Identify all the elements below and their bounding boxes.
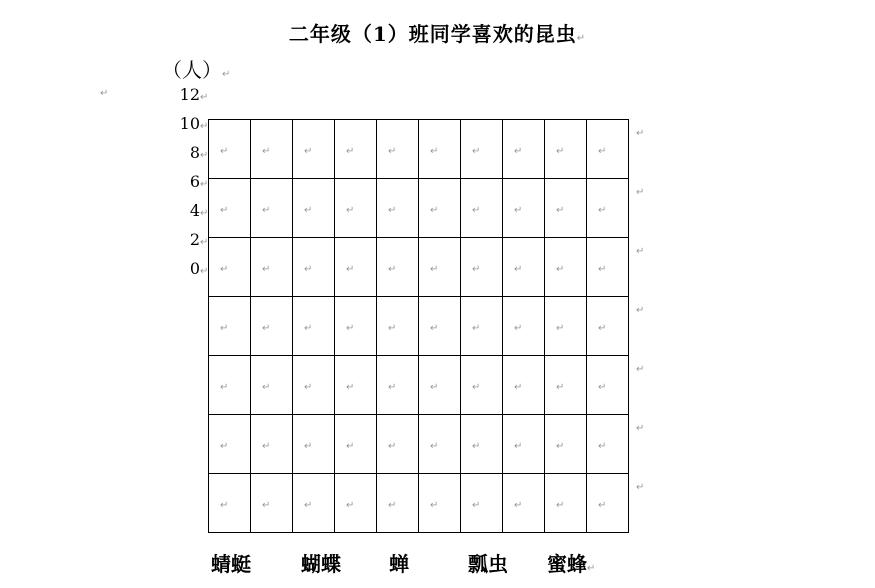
grid-cell[interactable] [545,120,587,179]
paragraph-mark-icon: ↵ [388,264,397,275]
grid-cell[interactable] [293,120,335,179]
grid-cell[interactable] [335,238,377,297]
grid-cell[interactable] [251,297,293,356]
grid-cell[interactable] [503,297,545,356]
grid-cell[interactable] [461,120,503,179]
grid-cell[interactable] [587,238,629,297]
grid-cell[interactable] [209,238,251,297]
paragraph-mark-icon: ↵ [514,382,523,393]
paragraph-mark-icon: ↵ [200,179,209,190]
paragraph-mark-icon: ↵ [346,323,355,334]
bar-chart-grid [208,119,629,533]
paragraph-mark-icon: ↵ [472,323,481,334]
grid-cell[interactable] [545,356,587,415]
paragraph-mark-icon: ↵ [200,92,209,103]
paragraph-mark-icon: ↵ [556,205,565,216]
grid-cell[interactable] [293,179,335,238]
grid-cell[interactable] [419,415,461,474]
paragraph-mark-icon: ↵ [346,264,355,275]
x-axis-label: 蝉 [389,552,409,576]
paragraph-mark-icon: ↵ [304,146,313,157]
paragraph-mark-icon: ↵ [514,441,523,452]
grid-cell[interactable] [587,297,629,356]
grid-cell[interactable] [503,415,545,474]
paragraph-mark-icon: ↵ [100,88,109,99]
paragraph-mark-icon: ↵ [200,121,209,132]
grid-cell[interactable] [461,356,503,415]
paragraph-mark-icon: ↵ [304,382,313,393]
grid-cell[interactable] [503,356,545,415]
paragraph-mark-icon: ↵ [304,264,313,275]
paragraph-mark-icon: ↵ [514,146,523,157]
grid-cell[interactable] [545,415,587,474]
paragraph-mark-icon: ↵ [636,305,645,316]
y-tick-label: 0 ↵ [190,260,200,278]
grid-cell[interactable] [293,415,335,474]
paragraph-mark-icon: ↵ [220,382,229,393]
paragraph-mark-icon: ↵ [514,205,523,216]
grid-cell[interactable] [587,474,629,533]
grid-cell[interactable] [461,238,503,297]
x-axis-label: 蝴蝶 [301,552,341,576]
paragraph-mark-icon: ↵ [556,500,565,511]
paragraph-mark-icon: ↵ [262,441,271,452]
paragraph-mark-icon: ↵ [220,323,229,334]
paragraph-mark-icon: ↵ [346,382,355,393]
grid-cell[interactable] [335,415,377,474]
paragraph-mark-icon: ↵ [262,264,271,275]
grid-row [209,120,629,179]
paragraph-mark-icon: ↵ [388,323,397,334]
paragraph-mark-icon: ↵ [388,146,397,157]
x-axis-label: 瓢虫 [468,552,508,576]
grid-cell[interactable] [209,415,251,474]
grid-cell[interactable] [377,297,419,356]
y-axis-unit: （人）↵ [162,58,231,82]
paragraph-mark-icon: ↵ [636,246,645,257]
grid-cell[interactable] [587,179,629,238]
grid-cell[interactable] [587,120,629,179]
grid-cell[interactable] [209,356,251,415]
grid-cell[interactable] [335,179,377,238]
paragraph-mark-icon: ↵ [556,146,565,157]
grid-row [209,356,629,415]
grid-cell[interactable] [377,356,419,415]
grid-cell[interactable] [377,238,419,297]
paragraph-mark-icon: ↵ [388,500,397,511]
y-tick-label: 4 ↵ [190,202,200,220]
y-tick-label: 2 ↵ [190,231,200,249]
grid-cell[interactable] [377,415,419,474]
paragraph-mark-icon: ↵ [556,441,565,452]
y-tick-label: 6 ↵ [190,173,200,191]
grid-cell[interactable] [335,120,377,179]
paragraph-mark-icon: ↵ [636,482,645,493]
paragraph-mark-icon: ↵ [220,500,229,511]
paragraph-mark-icon: ↵ [472,205,481,216]
paragraph-mark-icon: ↵ [514,264,523,275]
grid-cell[interactable] [377,179,419,238]
grid-row [209,179,629,238]
paragraph-mark-icon: ↵ [430,441,439,452]
grid-cell[interactable] [251,415,293,474]
paragraph-mark-icon: ↵ [262,323,271,334]
grid-cell[interactable] [335,297,377,356]
paragraph-mark-icon: ↵ [346,441,355,452]
paragraph-mark-icon: ↵ [556,382,565,393]
grid-cell[interactable] [251,356,293,415]
grid-row [209,297,629,356]
grid-cell[interactable] [461,297,503,356]
page-title: 二年级（1）班同学喜欢的昆虫↵ [288,22,587,46]
paragraph-mark-icon: ↵ [430,500,439,511]
paragraph-mark-icon: ↵ [514,323,523,334]
grid-cell[interactable] [461,474,503,533]
paragraph-mark-icon: ↵ [598,146,607,157]
paragraph-mark-icon: ↵ [346,500,355,511]
grid-cell[interactable] [503,179,545,238]
grid-cell[interactable] [545,297,587,356]
paragraph-mark-icon: ↵ [598,205,607,216]
paragraph-mark-icon: ↵ [556,264,565,275]
grid-cell[interactable] [419,179,461,238]
paragraph-mark-icon: ↵ [598,441,607,452]
paragraph-mark-icon: ↵ [262,205,271,216]
paragraph-mark-icon: ↵ [636,364,645,375]
grid-cell[interactable] [461,179,503,238]
grid-cell[interactable] [545,179,587,238]
grid-cell[interactable] [251,179,293,238]
paragraph-mark-icon: ↵ [388,205,397,216]
grid-cell[interactable] [209,120,251,179]
paragraph-mark-icon: ↵ [472,500,481,511]
x-axis-label: 蜻蜓 [211,552,251,576]
paragraph-mark-icon: ↵ [430,205,439,216]
paragraph-mark-icon: ↵ [200,150,209,161]
paragraph-mark-icon: ↵ [430,323,439,334]
paragraph-mark-icon: ↵ [556,323,565,334]
paragraph-mark-icon: ↵ [304,323,313,334]
paragraph-mark-icon: ↵ [388,382,397,393]
grid-row [209,474,629,533]
paragraph-mark-icon: ↵ [430,382,439,393]
paragraph-mark-icon: ↵ [304,205,313,216]
x-axis-label: 蜜蜂↵ [547,552,596,576]
grid-row [209,415,629,474]
paragraph-mark-icon: ↵ [472,382,481,393]
grid-cell[interactable] [251,238,293,297]
paragraph-mark-icon: ↵ [636,128,645,139]
y-tick-label: 8 ↵ [190,144,200,162]
paragraph-mark-icon: ↵ [220,264,229,275]
grid-cell[interactable] [293,238,335,297]
paragraph-mark-icon: ↵ [304,500,313,511]
paragraph-mark-icon: ↵ [636,187,645,198]
grid-cell[interactable] [503,238,545,297]
paragraph-mark-icon: ↵ [222,69,231,80]
grid-cell[interactable] [335,474,377,533]
paragraph-mark-icon: ↵ [430,146,439,157]
paragraph-mark-icon: ↵ [472,264,481,275]
grid-cell[interactable] [419,356,461,415]
paragraph-mark-icon: ↵ [200,266,209,277]
grid-cell[interactable] [209,297,251,356]
grid-cell[interactable] [251,474,293,533]
paragraph-mark-icon: ↵ [304,441,313,452]
paragraph-mark-icon: ↵ [472,441,481,452]
paragraph-mark-icon: ↵ [346,205,355,216]
grid-row [209,238,629,297]
paragraph-mark-icon: ↵ [388,441,397,452]
grid-cell[interactable] [377,474,419,533]
grid-cell[interactable] [419,238,461,297]
grid-cell[interactable] [293,356,335,415]
grid-cell[interactable] [503,120,545,179]
grid-cell[interactable] [209,474,251,533]
paragraph-mark-icon: ↵ [346,146,355,157]
grid-cell[interactable] [461,415,503,474]
grid-cell[interactable] [587,356,629,415]
paragraph-mark-icon: ↵ [262,500,271,511]
grid-cell[interactable] [503,474,545,533]
grid-cell[interactable] [545,474,587,533]
paragraph-mark-icon: ↵ [587,563,596,574]
grid-cell[interactable] [209,179,251,238]
paragraph-mark-icon: ↵ [598,264,607,275]
paragraph-mark-icon: ↵ [200,208,209,219]
paragraph-mark-icon: ↵ [430,264,439,275]
paragraph-mark-icon: ↵ [598,323,607,334]
grid-cell[interactable] [251,120,293,179]
grid-cell[interactable] [293,297,335,356]
paragraph-mark-icon: ↵ [598,382,607,393]
paragraph-mark-icon: ↵ [220,441,229,452]
grid-cell[interactable] [419,297,461,356]
paragraph-mark-icon: ↵ [220,146,229,157]
paragraph-mark-icon: ↵ [220,205,229,216]
grid-cell[interactable] [545,238,587,297]
paragraph-mark-icon: ↵ [576,33,587,44]
paragraph-mark-icon: ↵ [472,146,481,157]
grid-cell[interactable] [293,474,335,533]
grid-cell[interactable] [335,356,377,415]
y-tick-label: 10 ↵ [180,115,200,133]
paragraph-mark-icon: ↵ [598,500,607,511]
paragraph-mark-icon: ↵ [514,500,523,511]
paragraph-mark-icon: ↵ [636,423,645,434]
paragraph-mark-icon: ↵ [262,146,271,157]
paragraph-mark-icon: ↵ [200,237,209,248]
y-tick-label: 12 ↵ [180,86,200,104]
paragraph-mark-icon: ↵ [262,382,271,393]
grid-cell[interactable] [587,415,629,474]
x-axis-labels [0,548,875,578]
grid-cell[interactable] [419,120,461,179]
grid-cell[interactable] [377,120,419,179]
grid-cell[interactable] [419,474,461,533]
